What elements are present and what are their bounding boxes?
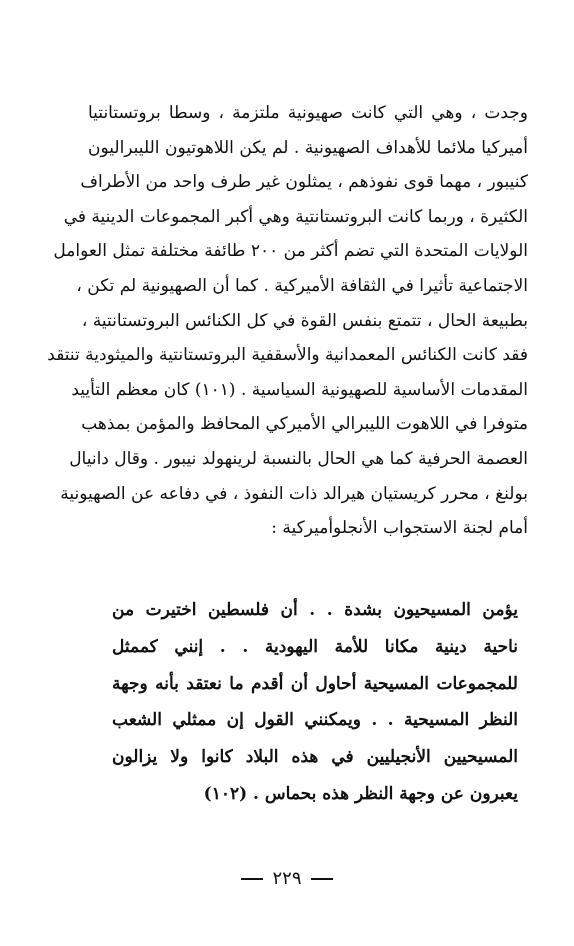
paragraph-line: الاجتماعية تأثيرا في الثقافة الأميركية . كما أن الصهيونية لم تكن ،: [76, 275, 528, 296]
page-number: [0, 868, 574, 889]
quote-line: المسيحيين الأنجيليين في هذه البلاد كانوا ولا يزالون: [112, 747, 518, 768]
quote-line: يؤمن المسيحيون بشدة . . أن فلسطين اختيرت من: [112, 600, 518, 620]
page-number-value: ٢٢٩: [272, 868, 302, 889]
quote-line: ناحية دينية مكانا للأمة اليهودية . . إنني كممثل: [112, 636, 518, 657]
paragraph-line: العصمة الحرفية كما هي الحال بالنسبة لرينهولد نيبور . وقال دانيال: [69, 448, 528, 469]
quote-line: للمجموعات المسيحية أحاول أن أقدم ما نعتقد بأنه وجهة: [112, 673, 518, 694]
body-paragraph: [47, 96, 528, 546]
paragraph-line: وجدت ، وهي التي كانت صهيونية ملتزمة ، وسطا بروتستانتيا: [88, 103, 528, 123]
paragraph-line: المقدمات الأساسية للصهيونية السياسية . (١٠١) كان معظم التأييد: [71, 379, 528, 400]
paragraph-line: كنيبور ، مهما قوى نفوذهم ، يمثلون غير طرف واحد من الأطراف: [80, 172, 528, 193]
paragraph-line: أمام لجنة الاستجواب الأنجلوأميركية :: [271, 518, 528, 539]
paragraph-line: بولنغ ، محرر كريستيان هيرالد ذات النفوذ ، في دفاعه عن الصهيونية: [60, 483, 528, 504]
page-number-dash: [241, 878, 263, 880]
block-quote: [112, 592, 518, 813]
paragraph-line: فقد كانت الكنائس المعمدانية والأسقفية البروتستانتية والميثودية تنتقد: [47, 345, 528, 366]
page-number-dash: [311, 878, 333, 880]
paragraph-line: متوفرا في اللاهوت الليبرالي الأميركي المحافظ والمؤمن بمذهب: [81, 414, 528, 435]
paragraph-line: الولايات المتحدة التي تضم أكثر من ٢٠٠ طائفة مختلفة تمثل العوامل: [53, 241, 528, 262]
paragraph-line: بطبيعة الحال ، تتمتع بنفس القوة في كل الكنائس البروتستانتية ،: [81, 310, 528, 331]
paragraph-line: أميركيا ملائما للأهداف الصهيونية . لم يكن اللاهوتيون الليبراليون: [88, 137, 528, 158]
paragraph-line: الكثيرة ، وربما كانت البروتستانتية وهي أكبر المجموعات الدينية في: [63, 206, 528, 227]
quote-line: النظر المسيحية . . ويمكنني القول إن ممثلي الشعب: [112, 710, 518, 731]
quote-line: يعبرون عن وجهة النظر هذه بحماس . (١٠٢): [203, 783, 518, 804]
